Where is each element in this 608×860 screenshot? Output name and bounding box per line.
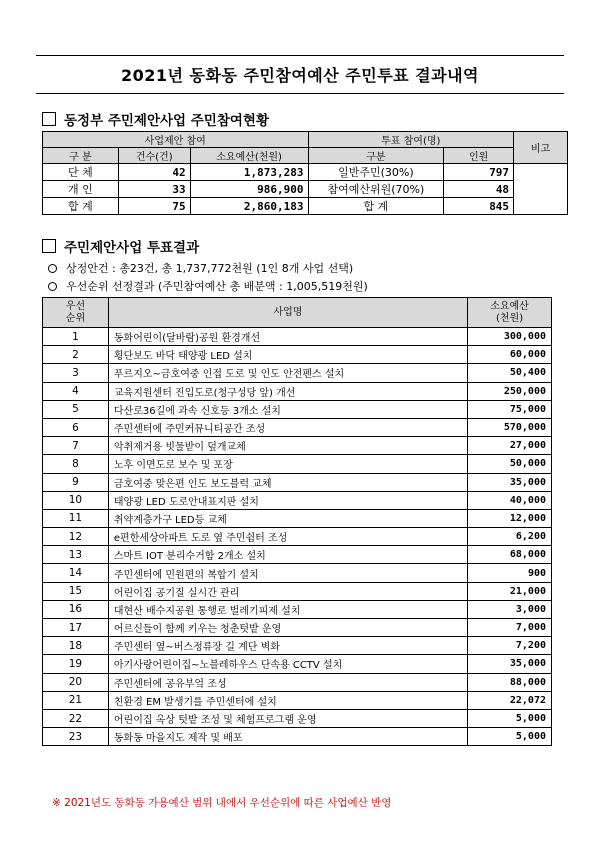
project-name-cell: 금호여중 맞은편 인도 보도블럭 교체 (108, 473, 467, 491)
project-name-cell: 취약계층가구 LED등 교체 (108, 509, 467, 527)
table-row (43, 528, 552, 546)
project-name-cell: 푸르지오~금호여중 인접 도로 및 인도 안전펜스 설치 (108, 364, 467, 382)
row-vote-type: 참여예산위원(70%) (308, 181, 444, 198)
rank-cell: 5 (43, 400, 109, 418)
table-row (43, 728, 552, 746)
table-row (43, 637, 552, 655)
table-row (43, 619, 552, 637)
table-row (43, 673, 552, 691)
rank-cell: 4 (43, 382, 109, 400)
row-count: 75 (118, 198, 190, 215)
amount-cell: 35,000 (468, 655, 552, 673)
rank-cell: 14 (43, 564, 109, 582)
budget-header: 소요예산(천원) (190, 148, 308, 164)
rank-cell: 12 (43, 528, 109, 546)
table-row (43, 691, 552, 709)
amount-cell: 50,000 (468, 455, 552, 473)
project-name-cell: 악취제거용 빗물받이 덮개교체 (108, 437, 467, 455)
amount-cell: 27,000 (468, 437, 552, 455)
table-row (43, 473, 552, 491)
rank-cell: 19 (43, 655, 109, 673)
row-type: 단 체 (43, 164, 119, 181)
section2-heading (42, 236, 199, 256)
vote-group-header: 투표 참여(명) (308, 132, 514, 148)
rank-cell: 2 (43, 346, 109, 364)
amount-cell: 40,000 (468, 491, 552, 509)
proposal-group-header: 사업제안 참여 (43, 132, 309, 148)
rank-cell: 13 (43, 546, 109, 564)
table-row (43, 382, 552, 400)
square-bullet-icon (42, 239, 56, 253)
people-header: 인원 (444, 148, 514, 164)
amount-cell: 68,000 (468, 546, 552, 564)
amount-cell: 7,000 (468, 619, 552, 637)
table-row (43, 455, 552, 473)
square-bullet-icon (42, 112, 56, 126)
footnote: ※ 2021년도 동화동 가용예산 범위 내에서 우선순위에 따른 사업예산 반영 (52, 797, 392, 809)
table-row (43, 546, 552, 564)
amount-cell: 7,200 (468, 637, 552, 655)
row-count: 33 (118, 181, 190, 198)
count-header: 건수(건) (118, 148, 190, 164)
rank-cell: 20 (43, 673, 109, 691)
bullet-item (48, 260, 353, 276)
project-name-cell: 태양광 LED 도로안내표지판 설치 (108, 491, 467, 509)
circle-bullet-icon (48, 264, 57, 273)
table-row (43, 491, 552, 509)
bullet-text: 상정안건 : 총23건, 총 1,737,772천원 (1인 8개 사업 선택) (66, 262, 354, 275)
row-type: 합 계 (43, 198, 119, 215)
amount-cell: 570,000 (468, 418, 552, 436)
rank-header: 우선 순위 (43, 298, 109, 328)
project-name-cell: 스마트 IOT 분리수거함 2개소 설치 (108, 546, 467, 564)
rank-cell: 21 (43, 691, 109, 709)
project-name-cell: e편한세상아파트 도로 옆 주민쉼터 조성 (108, 528, 467, 546)
row-vote-type: 일반주민(30%) (308, 164, 444, 181)
row-people: 845 (444, 198, 514, 215)
remark-cell (514, 164, 568, 215)
row-budget: 2,860,183 (190, 198, 308, 215)
table-row (43, 364, 552, 382)
rank-cell: 17 (43, 619, 109, 637)
amount-cell: 75,000 (468, 400, 552, 418)
rank-cell: 1 (43, 328, 109, 346)
project-name-cell: 교육지원센터 진입도로(청구성당 앞) 개선 (108, 382, 467, 400)
amount-cell: 3,000 (468, 600, 552, 618)
table-row (43, 418, 552, 436)
table-row (43, 328, 552, 346)
row-budget: 1,873,283 (190, 164, 308, 181)
rank-cell: 6 (43, 418, 109, 436)
amount-cell: 6,200 (468, 528, 552, 546)
table-row (43, 582, 552, 600)
amount-cell: 12,000 (468, 509, 552, 527)
rank-cell: 11 (43, 509, 109, 527)
amount-cell: 5,000 (468, 728, 552, 746)
project-name-cell: 다산로36길에 과속 신호등 3개소 설치 (108, 400, 467, 418)
project-name-cell: 동화어린이(달바람)공원 환경개선 (108, 328, 467, 346)
table-row (43, 181, 568, 198)
rank-cell: 23 (43, 728, 109, 746)
project-name-cell: 횡단보도 바닥 태양광 LED 설치 (108, 346, 467, 364)
section1-heading-text: 동정부 주민제안사업 주민참여현황 (64, 113, 270, 129)
amount-cell: 35,000 (468, 473, 552, 491)
amount-cell: 250,000 (468, 382, 552, 400)
amount-cell: 900 (468, 564, 552, 582)
project-name-cell: 주민센터에 주민커뮤니티공간 조성 (108, 418, 467, 436)
project-name-cell: 어린이집 공기질 실시간 관리 (108, 582, 467, 600)
project-name-cell: 노후 이면도로 보수 및 포장 (108, 455, 467, 473)
rank-cell: 7 (43, 437, 109, 455)
section2-heading-text: 주민제안사업 투표결과 (64, 240, 200, 256)
rank-cell: 18 (43, 637, 109, 655)
rank-cell: 16 (43, 600, 109, 618)
document-title: 2021년 동화동 주민참여예산 주민투표 결과내역 (120, 66, 480, 85)
remark-header: 비고 (514, 132, 568, 164)
amount-cell: 5,000 (468, 709, 552, 727)
project-name-cell: 대현산 배수지공원 통행로 벌레기피제 설치 (108, 600, 467, 618)
project-name-cell: 주민센터에 공유부엌 조성 (108, 673, 467, 691)
rank-cell: 9 (43, 473, 109, 491)
amount-cell: 300,000 (468, 328, 552, 346)
vote-type-header: 구분 (308, 148, 444, 164)
vote-result-table (42, 297, 552, 746)
rank-cell: 15 (43, 582, 109, 600)
row-people: 797 (444, 164, 514, 181)
table-row (43, 709, 552, 727)
project-name-cell: 주민센터 옆~버스정류장 길 계단 벽화 (108, 637, 467, 655)
row-type: 개 인 (43, 181, 119, 198)
amount-cell: 22,072 (468, 691, 552, 709)
row-vote-type: 합 계 (308, 198, 444, 215)
project-name-cell: 어르신들이 함께 키우는 청춘텃밭 운영 (108, 619, 467, 637)
table-row (43, 509, 552, 527)
amount-cell: 21,000 (468, 582, 552, 600)
bullet-item (48, 278, 368, 294)
amount-cell: 88,000 (468, 673, 552, 691)
table-row (43, 437, 552, 455)
project-name-cell: 어린이집 옥상 텃밭 조성 및 체험프로그램 운영 (108, 709, 467, 727)
rank-cell: 22 (43, 709, 109, 727)
row-budget: 986,900 (190, 181, 308, 198)
row-people: 48 (444, 181, 514, 198)
type-header: 구 분 (43, 148, 119, 164)
bullet-text: 우선순위 선정결과 (주민참여예산 총 배분액 : 1,005,519천원) (66, 280, 368, 293)
rank-cell: 10 (43, 491, 109, 509)
amount-cell: 60,000 (468, 346, 552, 364)
table-row (43, 198, 568, 215)
rank-cell: 8 (43, 455, 109, 473)
table-row (43, 600, 552, 618)
project-name-cell: 동화동 마을지도 제작 및 배포 (108, 728, 467, 746)
project-name-cell: 아기사랑어린이집~노블레하우스 단속용 CCTV 설치 (108, 655, 467, 673)
project-name-cell: 친환경 EM 발생기를 주민센터에 설치 (108, 691, 467, 709)
table-row (43, 564, 552, 582)
circle-bullet-icon (48, 282, 57, 291)
participation-table (42, 131, 568, 215)
table-row (43, 400, 552, 418)
table-row (43, 164, 568, 181)
table-row (43, 346, 552, 364)
title-bar (36, 55, 564, 94)
name-header: 사업명 (108, 298, 467, 328)
row-count: 42 (118, 164, 190, 181)
amount-cell: 50,400 (468, 364, 552, 382)
amount-header: 소요예산 (천원) (468, 298, 552, 328)
table-row (43, 655, 552, 673)
project-name-cell: 주민센터에 민원편의 복합기 설치 (108, 564, 467, 582)
section1-heading (42, 109, 269, 129)
rank-cell: 3 (43, 364, 109, 382)
